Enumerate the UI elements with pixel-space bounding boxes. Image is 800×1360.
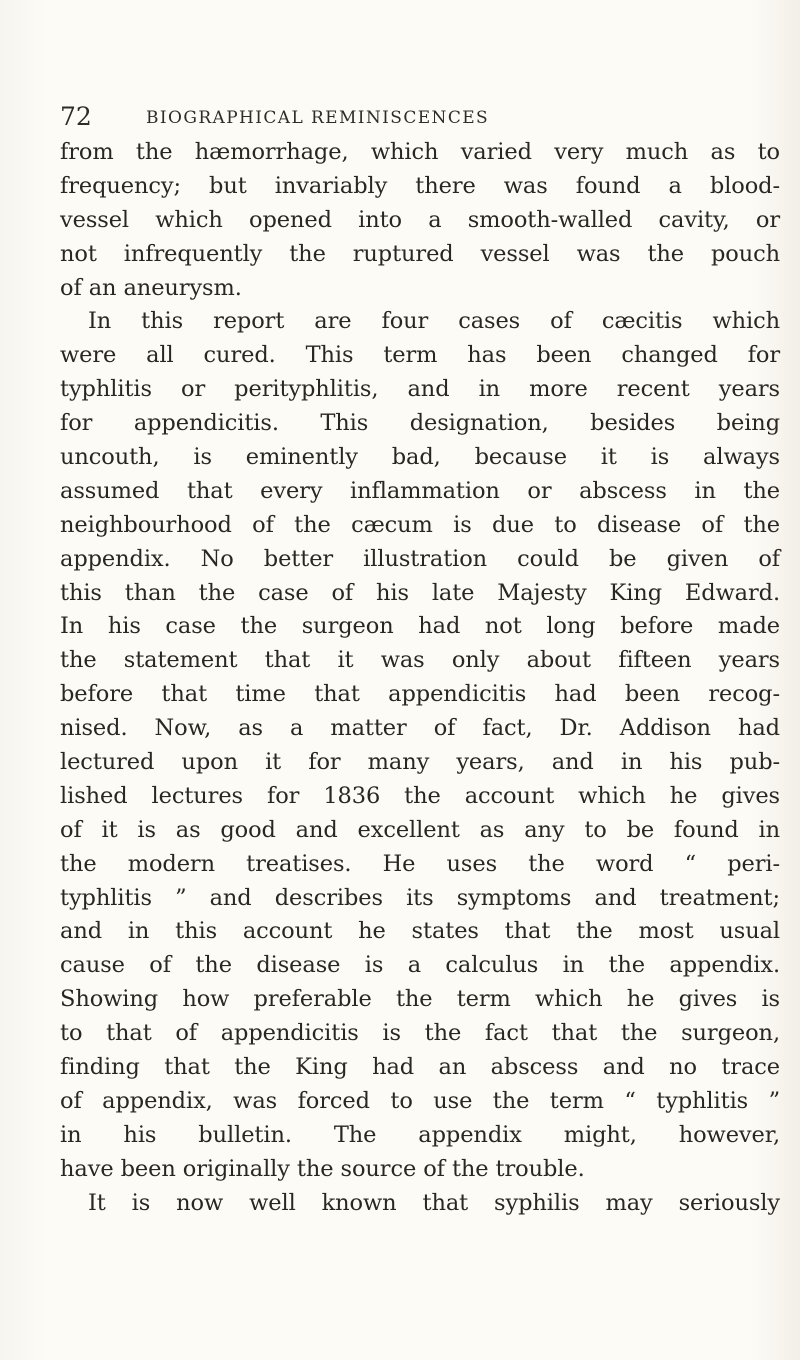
text-line: lished lectures for 1836 the account which he gives xyxy=(60,782,780,809)
body-text xyxy=(60,136,780,1221)
text-line: It is now well known that syphilis may seriously xyxy=(88,1189,780,1216)
text-line: typhlitis ” and describes its symptoms and treatment; xyxy=(60,884,780,911)
running-title: BIOGRAPHICAL REMINISCENCES xyxy=(146,108,490,128)
text-line: typhlitis or perityphlitis, and in more recent years xyxy=(60,376,780,403)
text-line: lectured upon it for many years, and in his pub- xyxy=(60,749,780,776)
text-line: of an aneurysm. xyxy=(60,274,242,301)
text-line: of it is as good and excellent as any to be found in xyxy=(60,816,780,843)
text-line: nised. Now, as a matter of fact, Dr. Addison had xyxy=(60,715,780,742)
text-line: for appendicitis. This designation, besides being xyxy=(60,410,780,437)
text-line: have been originally the source of the trouble. xyxy=(60,1155,585,1182)
text-line: cause of the disease is a calculus in the appendix. xyxy=(60,952,780,979)
running-head xyxy=(60,100,760,140)
text-line: finding that the King had an abscess and no trace xyxy=(60,1054,780,1081)
text-line: from the hæmorrhage, which varied very much as to xyxy=(60,139,780,165)
text-line: were all cured. This term has been changed for xyxy=(60,342,780,369)
text-line: before that time that appendicitis had been recog- xyxy=(60,681,780,708)
text-line: assumed that every inflammation or abscess in the xyxy=(60,477,780,504)
text-line: In his case the surgeon had not long before made xyxy=(60,613,780,640)
text-line: the statement that it was only about fifteen years xyxy=(60,647,780,674)
text-line: and in this account he states that the most usual xyxy=(60,918,780,945)
text-line: this than the case of his late Majesty King Edward. xyxy=(60,579,780,606)
text-line: neighbourhood of the cæcum is due to disease of the xyxy=(60,511,780,538)
text-line: appendix. No better illustration could be given of xyxy=(60,545,780,572)
text-line: in his bulletin. The appendix might, however, xyxy=(60,1121,780,1148)
text-line: the modern treatises. He uses the word “ peri- xyxy=(60,850,780,877)
text-line: Showing how preferable the term which he gives is xyxy=(60,986,780,1013)
page-number: 72 xyxy=(60,102,92,131)
text-line: of appendix, was forced to use the term “ typhlitis ” xyxy=(60,1087,780,1114)
text-line: not infrequently the ruptured vessel was the pouch xyxy=(60,240,780,267)
text-line: In this report are four cases of cæcitis which xyxy=(88,308,780,335)
text-line: to that of appendicitis is the fact that the surgeon, xyxy=(60,1020,780,1047)
text-line: uncouth, is eminently bad, because it is always xyxy=(60,444,780,471)
text-line: frequency; but invariably there was found a blood- xyxy=(60,172,780,199)
text-line: vessel which opened into a smooth-walled cavity, or xyxy=(60,206,780,233)
